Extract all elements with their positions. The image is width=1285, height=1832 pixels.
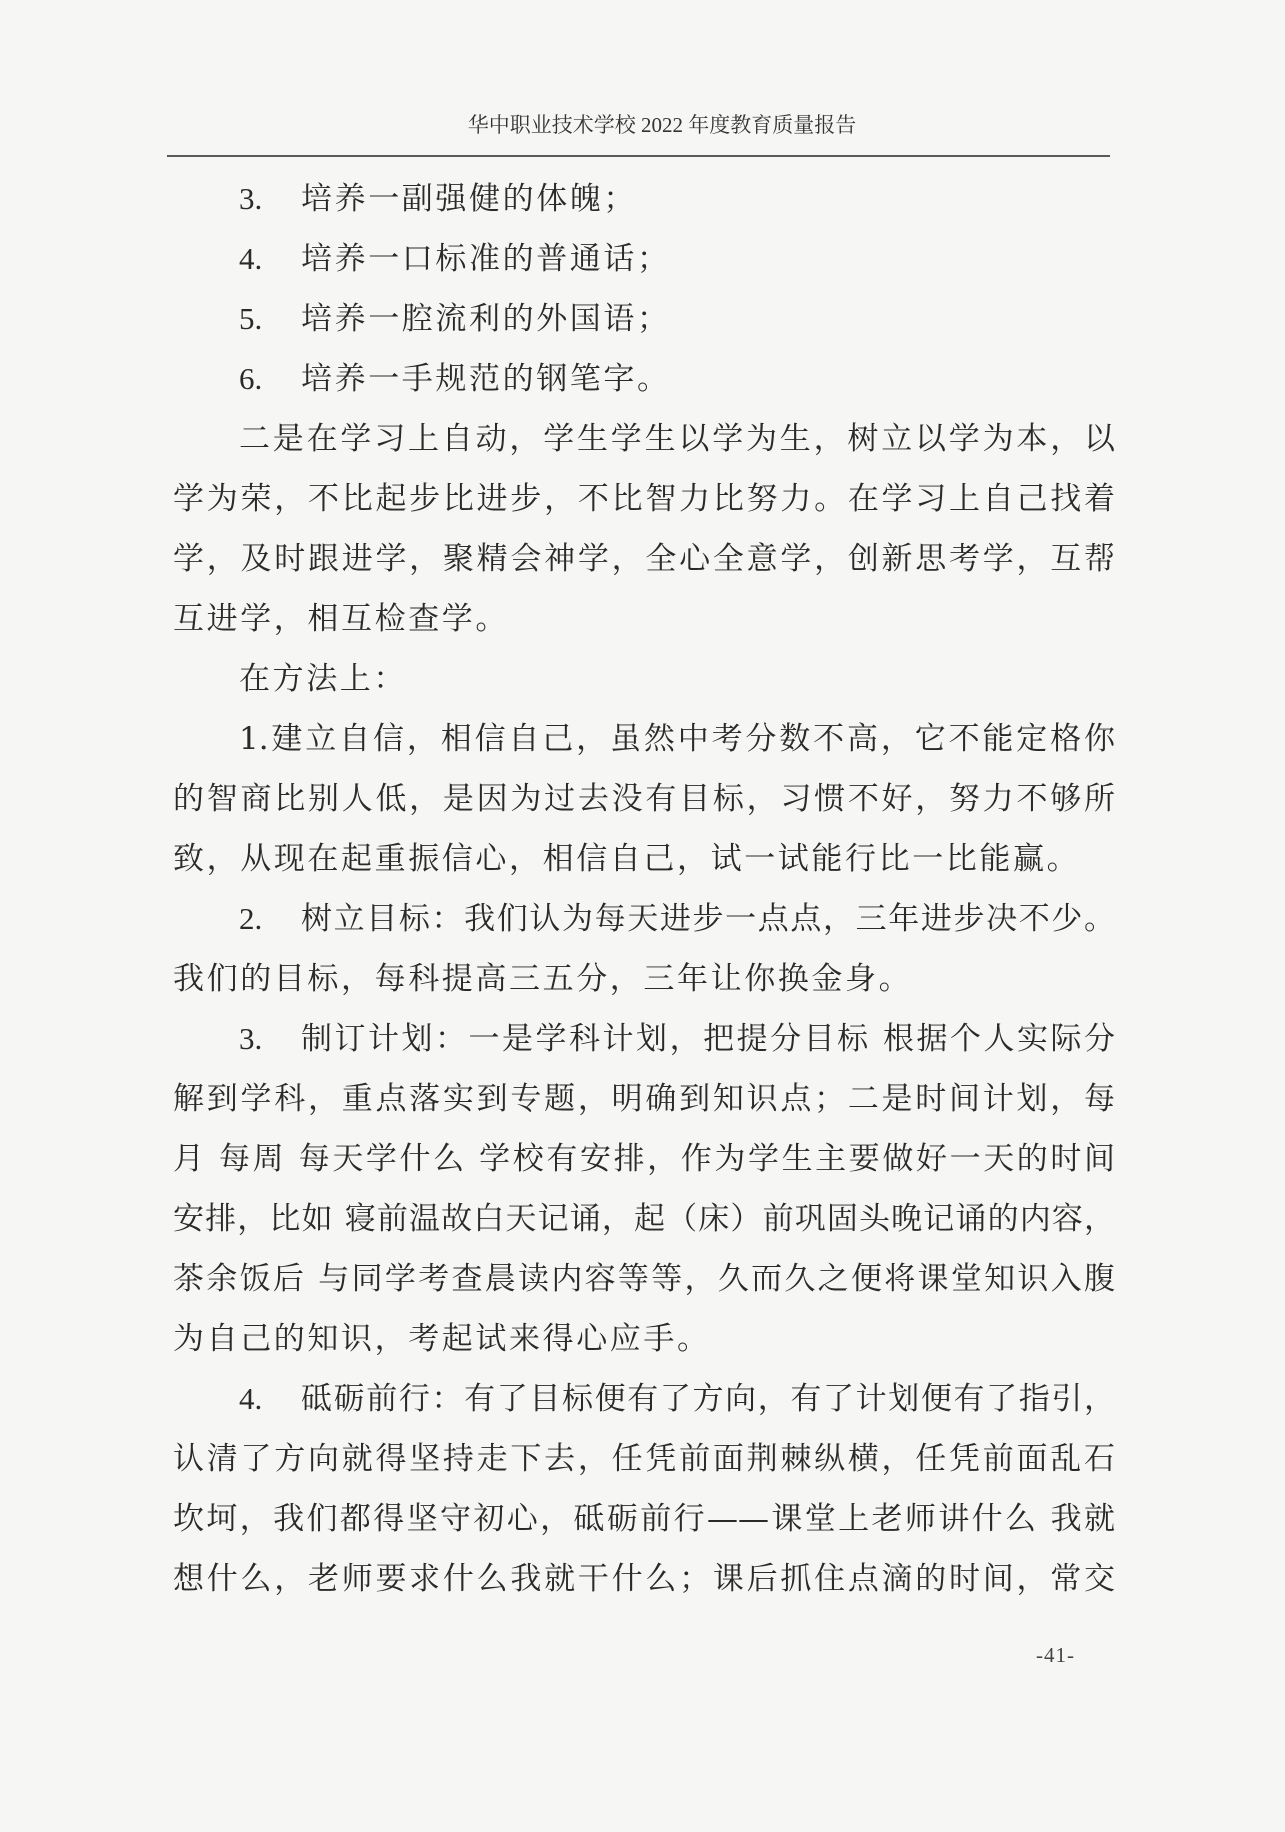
- header-rule: [167, 155, 1110, 157]
- paragraph-line: 茶余饭后 与同学考查晨读内容等等，久而久之便将课堂知识入腹: [173, 1261, 1115, 1297]
- document-body: [173, 169, 1115, 1609]
- method-number: 3.: [239, 1021, 263, 1056]
- method-number: 2.: [239, 901, 263, 936]
- paragraph-line: 月 每周 每天学什么 学校有安排，作为学生主要做好一天的时间: [173, 1141, 1115, 1177]
- methods-heading: 在方法上：: [239, 661, 407, 697]
- paragraph-line: 1.建立自信，相信自己，虽然中考分数不高，它不能定格你: [239, 721, 1115, 757]
- paragraph-line: 安排，比如 寝前温故白天记诵，起（床）前巩固头晚记诵的内容，: [173, 1201, 1115, 1237]
- list-item-text: 培养一腔流利的外国语；: [301, 301, 671, 337]
- list-item-text: 培养一口标准的普通话；: [301, 241, 671, 277]
- paragraph-line: 制订计划：一是学科计划，把提分目标 根据个人实际分: [301, 1021, 1115, 1057]
- method-first-line: [173, 1009, 1115, 1069]
- paragraph-line: 砥砺前行：有了目标便有了方向，有了计划便有了指引，: [301, 1381, 1115, 1417]
- paragraph-line: 为自己的知识，考起试来得心应手。: [173, 1321, 711, 1357]
- paragraph-line: 二是在学习上自动，学生学生以学为生，树立以学为本，以: [239, 421, 1115, 457]
- paragraph-line: 树立目标：我们认为每天进步一点点，三年进步决不少。: [301, 901, 1115, 937]
- paragraph-line: 想什么，老师要求什么我就干什么；课后抓住点滴的时间，常交: [173, 1561, 1115, 1597]
- paragraph-line: 坎坷，我们都得坚守初心，砥砺前行——课堂上老师讲什么 我就: [173, 1501, 1115, 1537]
- list-item: [173, 229, 1115, 289]
- method-first-line: [173, 889, 1115, 949]
- paragraph-line: 的智商比别人低，是因为过去没有目标，习惯不好，努力不够所: [173, 781, 1115, 817]
- list-item: [173, 169, 1115, 229]
- method-number: 4.: [239, 1381, 263, 1416]
- paragraph-line: 学，及时跟进学，聚精会神学，全心全意学，创新思考学，互帮: [173, 541, 1115, 577]
- list-item-text: 培养一手规范的钢笔字。: [301, 361, 671, 397]
- page-header-title: 华中职业技术学校 2022 年度教育质量报告: [467, 113, 857, 137]
- paragraph-line: 我们的目标，每科提高三五分，三年让你换金身。: [173, 961, 913, 997]
- list-item-number: 4.: [239, 241, 263, 276]
- paragraph-line: 解到学科，重点落实到专题，明确到知识点；二是时间计划，每: [173, 1081, 1115, 1117]
- list-item: [173, 349, 1115, 409]
- paragraph-line: 学为荣，不比起步比进步，不比智力比努力。在学习上自己找着: [173, 481, 1115, 517]
- list-item-number: 3.: [239, 181, 263, 216]
- method-first-line: [173, 1369, 1115, 1429]
- list-item-text: 培养一副强健的体魄；: [301, 181, 637, 217]
- list-item-number: 5.: [239, 301, 263, 336]
- list-item-number: 6.: [239, 361, 263, 396]
- paragraph-line: 认清了方向就得坚持走下去，任凭前面荆棘纵横，任凭前面乱石: [173, 1441, 1115, 1477]
- page-number: -41-: [1036, 1643, 1075, 1667]
- paragraph-line: 互进学，相互检查学。: [173, 601, 509, 637]
- paragraph-line: 致，从现在起重振信心，相信自己，试一试能行比一比能赢。: [173, 841, 1081, 877]
- list-item: [173, 289, 1115, 349]
